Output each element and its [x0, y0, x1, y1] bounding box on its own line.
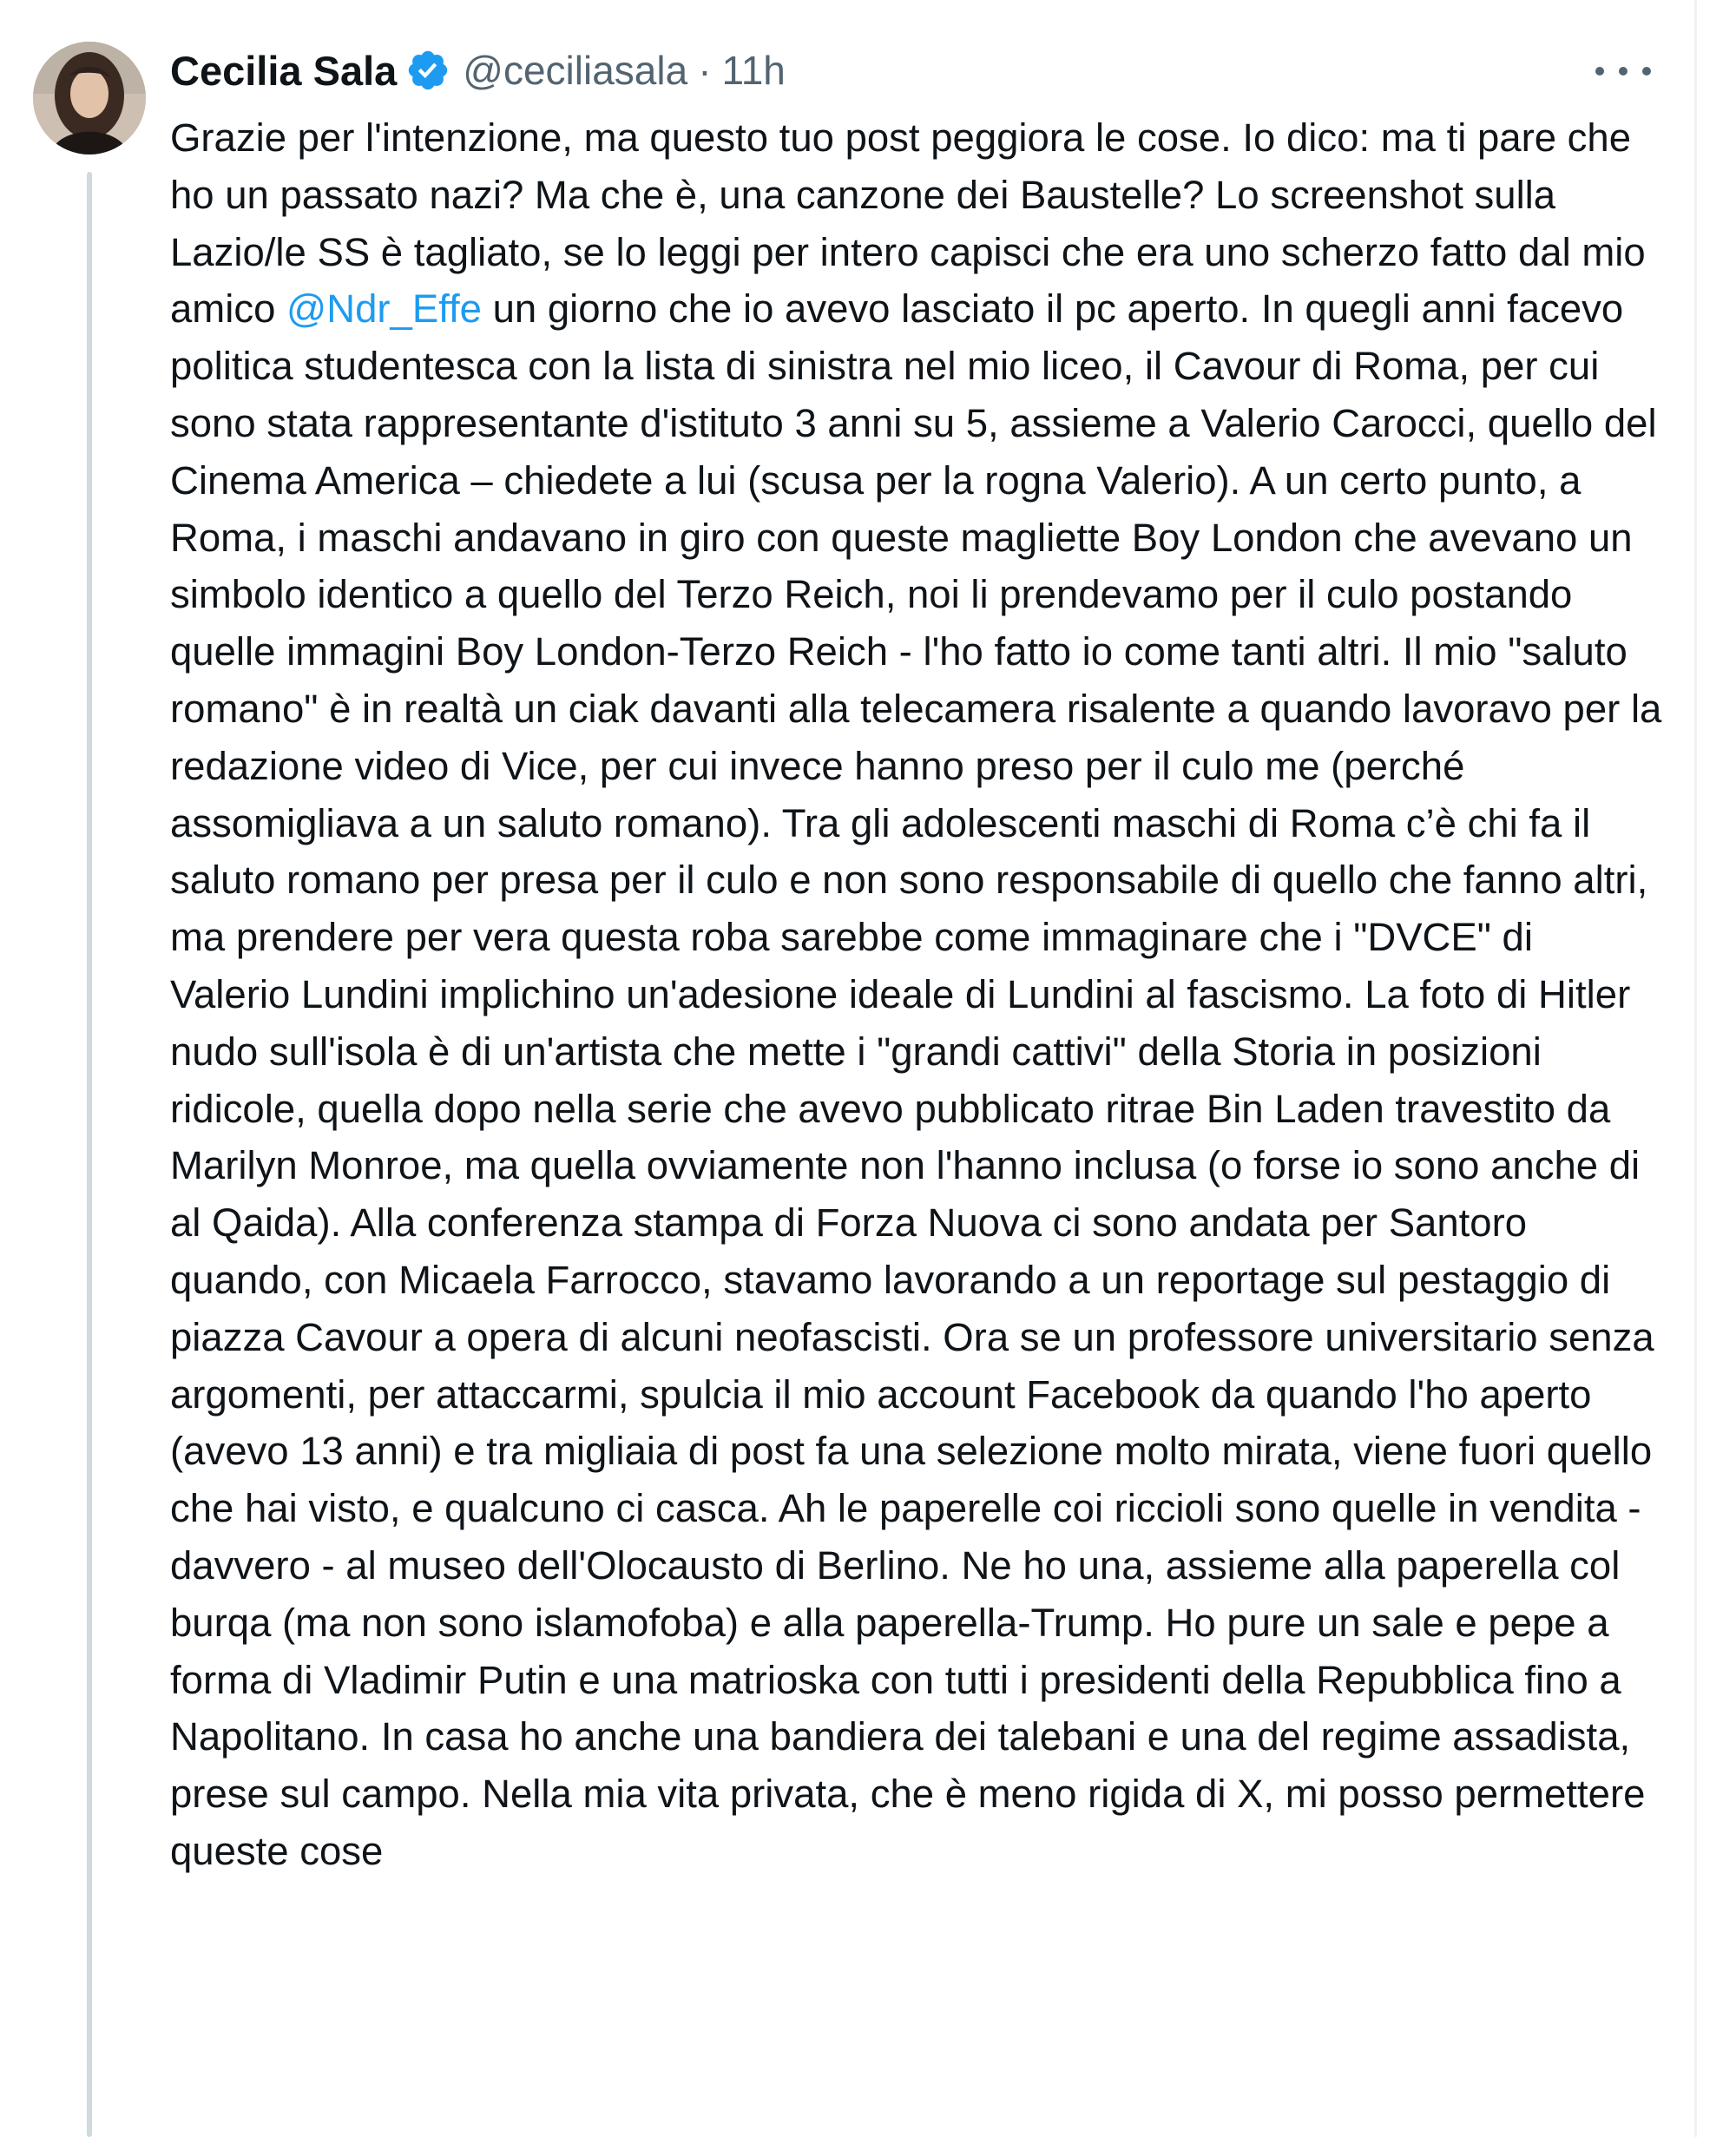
- more-horizontal-icon: [1642, 67, 1651, 76]
- author-display-name[interactable]: Cecilia Sala: [170, 47, 398, 94]
- avatar[interactable]: [33, 42, 146, 155]
- verified-badge-icon[interactable]: [405, 48, 450, 93]
- thread-connector-line: [87, 172, 92, 2137]
- tweet-text-part: un giorno che io avevo lasciato il pc aperto. In quegli anni facevo politica studentesca con la lista di sinistra nel mio liceo, il Cavour di Roma, per cui sono stata rappresentante d'istituto 3 anni su 5, assieme a Valerio Carocci, quello del Cinema America – chiedete a lui (scusa per la rogna Valerio). A un certo punto, a Roma, i maschi andavano in giro con queste magliette Boy London che avevano un simbolo identico a quello del Terzo Reich, noi li prendevamo per il culo postando quelle immagini Boy London-Terzo Reich - l'ho fatto io come tanti altri. Il mio "saluto romano" è in realtà un ciak davanti alla telecamera risalente a quando lavoravo per la redazione video di Vice, per cui invece hanno preso per il culo me (perché assomigliava a un saluto romano). Tra gli adolescenti maschi di Roma c’è chi fa il saluto romano per presa per il culo e non sono responsabile di quello che fanno altri, ma prendere per vera questa roba sarebbe come immaginare che i "DVCE" di Valerio Lundini implichino un'adesione ideale di Lundini al fascismo. La foto di Hitler nudo sull'isola è di un'artista che mette i "grandi cattivi" della Storia in posizioni ridicole, quella dopo nella serie che avevo pubblicato ritrae Bin Laden travestito da Marilyn Monroe, ma quella ovviamente non l'hanno inclusa (o forse io sono anche di al Qaida). Alla conferenza stampa di Forza Nuova ci sono andata per Santoro quando, con Micaela Farrocco, stavamo lavorando a un reportage sul pestaggio di piazza Cavour a opera di alcuni neofascisti. Ora se un professore universitario senza argomenti, per attaccarmi, spulcia il mio account Facebook da quando l'ho aperto (avevo 13 anni) e tra migliaia di post fa una selezione molto mirata, viene fuori quello che hai visto, e qualcuno ci casca. Ah le paperelle coi riccioli sono quelle in vendita - davvero - al museo dell'Olocausto di Berlino. Ne ho una, assieme alla paperella col burqa (ma non sono islamofoba) e alla paperella-Trump. Ho pure un sale e pepe a forma di Vladimir Putin e una matrioska con tutti i presidenti della Repubblica fino a Napolitano. In casa ho anche una bandiera dei talebani e una del regime assadista, prese sul campo. Nella mia vita privata, che è meno rigida di X, mi posso permettere queste cose: [170, 286, 1662, 1873]
- tweet-text: [170, 109, 1663, 1880]
- timestamp[interactable]: 11h: [721, 48, 786, 93]
- author-handle[interactable]: @ceciliasala: [463, 48, 688, 93]
- more-horizontal-icon: [1619, 67, 1628, 76]
- tweet-text-part: Grazie per l'intenzione, ma questo tuo post peggiora le cose. Io dico: ma ti pare che ho un passato nazi? Ma che è, una canzone dei Baustelle? Lo screenshot sulla Lazio/le SS è tagliato, se lo leggi per intero capisci che era uno scherzo fatto dal mio amico: [170, 115, 1646, 332]
- separator-dot: ·: [698, 48, 712, 93]
- mention-link[interactable]: @Ndr_Effe: [286, 286, 482, 332]
- more-horizontal-icon: [1595, 67, 1604, 76]
- profile-photo: [33, 42, 146, 155]
- more-options-button[interactable]: [1595, 52, 1651, 90]
- tweet-header: [170, 40, 786, 101]
